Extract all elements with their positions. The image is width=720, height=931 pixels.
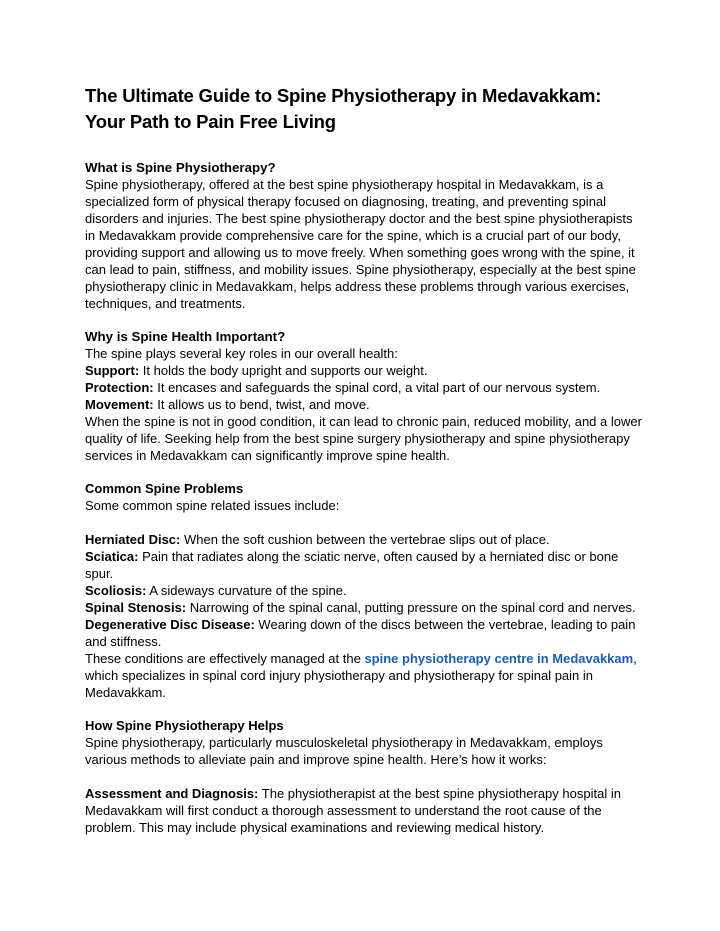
problem-item-scoliosis xyxy=(85,582,645,599)
section-intro-why-important: The spine plays several key roles in our overall health: xyxy=(85,346,398,361)
problem-text: When the soft cushion between the vertebrae slips out of place. xyxy=(180,532,550,547)
spine-centre-link[interactable]: spine physiotherapy centre in Medavakkam xyxy=(364,651,634,666)
problem-term: Spinal Stenosis: xyxy=(85,600,187,615)
problem-term: Degenerative Disc Disease: xyxy=(85,617,255,632)
problem-item-degenerative-disc xyxy=(85,616,645,650)
role-item-movement xyxy=(85,396,645,413)
problem-text: Narrowing of the spinal canal, putting pressure on the spinal cord and nerves. xyxy=(186,600,636,615)
section-closing-common-problems xyxy=(85,650,645,701)
role-text: It holds the body upright and supports our weight. xyxy=(139,363,428,378)
document-title: The Ultimate Guide to Spine Physiotherapy in Medavakkam: Your Path to Pain Free Living xyxy=(85,85,602,132)
closing-text-before: These conditions are effectively managed at the xyxy=(85,651,365,666)
step-term: Assessment and Diagnosis: xyxy=(85,786,259,801)
section-heading-how-helps: How Spine Physiotherapy Helps xyxy=(85,718,284,733)
step-item-assessment xyxy=(85,785,645,836)
problem-term: Scoliosis: xyxy=(85,583,147,598)
section-heading-common-problems: Common Spine Problems xyxy=(85,481,244,496)
role-item-protection xyxy=(85,379,645,396)
role-term: Support: xyxy=(85,363,140,378)
role-term: Movement: xyxy=(85,397,154,412)
problem-text: Pain that radiates along the sciatic nerve, often caused by a herniated disc or bone spur. xyxy=(85,549,619,581)
section-body-what-is: Spine physiotherapy, offered at the best spine physiotherapy hospital in Medavakkam, is a specialized form of physical therapy focused on diagnosing, treating, and preventing spinal disorders and injuries. The best spine physiotherapy doctor and the best spine physiotherapists in Medavakkam provide comprehensive care for the spine, which is a crucial part of our body, providing support and allowing us to move freely. When something goes wrong with the spine, it can lead to pain, stiffness, and mobility issues. Spine physiotherapy, especially at the best spine physiotherapy clinic in Medavakkam, helps address these problems through various exercises, techniques, and treatments. xyxy=(85,177,636,311)
problem-text: A sideways curvature of the spine. xyxy=(146,583,347,598)
section-outro-why-important: When the spine is not in good condition, it can lead to chronic pain, reduced mobility, and a lower quality of life. Seeking help from the best spine surgery physiotherapy and spine physiotherapy services in Medavakkam can significantly improve spine health. xyxy=(85,414,642,463)
role-text: It allows us to bend, twist, and move. xyxy=(153,397,370,412)
section-heading-what-is: What is Spine Physiotherapy? xyxy=(85,160,276,175)
role-item-support xyxy=(85,362,645,379)
document-page xyxy=(85,83,645,836)
problem-term: Sciatica: xyxy=(85,549,139,564)
problem-term: Herniated Disc: xyxy=(85,532,181,547)
section-heading-why-important: Why is Spine Health Important? xyxy=(85,329,286,344)
problem-item-herniated-disc xyxy=(85,531,645,548)
section-intro-how-helps: Spine physiotherapy, particularly musculoskeletal physiotherapy in Medavakkam, employs various methods to alleviate pain and improve spine health. Here’s how it works: xyxy=(85,735,603,767)
closing-text-after: , which specializes in spinal cord injury physiotherapy and physiotherapy for spinal pain in Medavakkam. xyxy=(85,651,637,700)
role-text: It encases and safeguards the spinal cord, a vital part of our nervous system. xyxy=(153,380,601,395)
step-text: The physiotherapist at the best spine physiotherapy hospital in Medavakkam will first conduct a thorough assessment to understand the root cause of the problem. This may include physical examinations and reviewing medical history. xyxy=(85,786,621,835)
section-intro-common-problems: Some common spine related issues include: xyxy=(85,498,340,513)
problem-item-sciatica xyxy=(85,548,645,582)
role-term: Protection: xyxy=(85,380,154,395)
problem-item-spinal-stenosis xyxy=(85,599,645,616)
problem-text: Wearing down of the discs between the vertebrae, leading to pain and stiffness. xyxy=(85,617,636,649)
